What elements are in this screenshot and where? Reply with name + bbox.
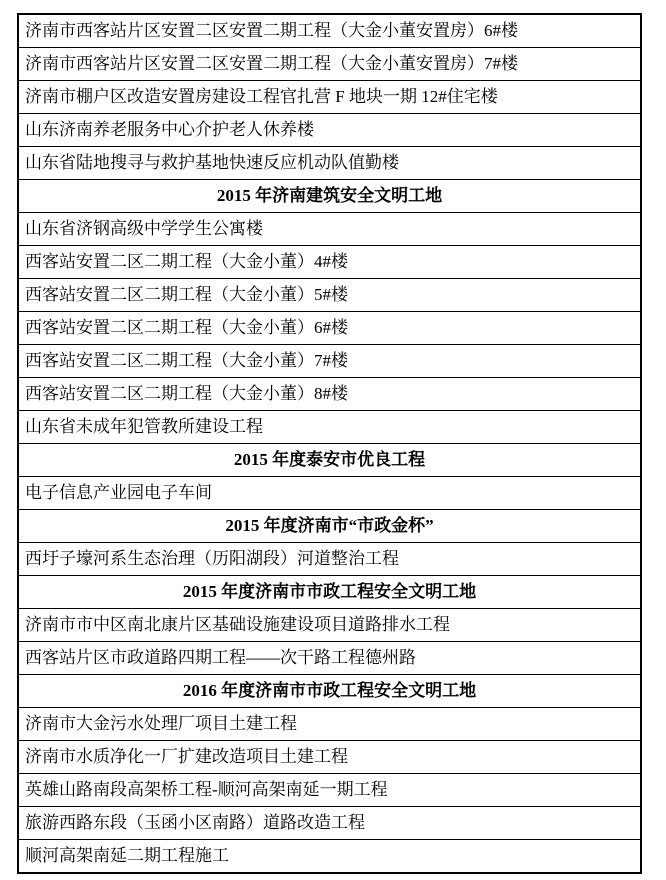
table-row [19, 807, 640, 840]
award-table [17, 13, 642, 874]
table-row [19, 15, 640, 48]
table-row [19, 114, 640, 147]
section-header-row [19, 576, 640, 609]
section-header-row [19, 675, 640, 708]
project-name: 西客站安置二区二期工程（大金小董）4#楼 [25, 252, 348, 271]
table-row [19, 609, 640, 642]
section-header-text: 2015 年度济南市市政工程安全文明工地 [182, 582, 477, 601]
project-name: 西客站安置二区二期工程（大金小董）7#楼 [25, 351, 348, 370]
project-name: 山东省未成年犯管教所建设工程 [25, 417, 263, 436]
table-row [19, 741, 640, 774]
section-header-text: 2015 年度济南市“市政金杯” [225, 516, 434, 535]
table-row [19, 147, 640, 180]
project-name: 济南市水质净化一厂扩建改造项目土建工程 [25, 747, 348, 766]
table-row [19, 345, 640, 378]
section-header-row [19, 180, 640, 213]
project-name: 英雄山路南段高架桥工程-顺河高架南延一期工程 [25, 780, 388, 799]
project-name: 西客站片区市政道路四期工程——次干路工程德州路 [25, 648, 416, 667]
section-header-text: 2015 年济南建筑安全文明工地 [216, 186, 443, 205]
table-row [19, 48, 640, 81]
table-row [19, 81, 640, 114]
table-row [19, 411, 640, 444]
project-name: 旅游西路东段（玉函小区南路）道路改造工程 [25, 813, 365, 832]
project-name: 西客站安置二区二期工程（大金小董）8#楼 [25, 384, 348, 403]
project-name: 电子信息产业园电子车间 [25, 483, 212, 502]
project-name: 济南市西客站片区安置二区安置二期工程（大金小董安置房）7#楼 [25, 54, 518, 73]
table-row [19, 708, 640, 741]
project-name: 山东济南养老服务中心介护老人休养楼 [25, 120, 314, 139]
table-row [19, 543, 640, 576]
project-name: 山东省陆地搜寻与救护基地快速反应机动队值勤楼 [25, 153, 399, 172]
project-name: 顺河高架南延二期工程施工 [25, 846, 229, 865]
project-name: 山东省济钢高级中学学生公寓楼 [25, 219, 263, 238]
project-name: 济南市棚户区改造安置房建设工程官扎营 F 地块一期 12#住宅楼 [25, 87, 498, 106]
table-row [19, 213, 640, 246]
project-name: 西客站安置二区二期工程（大金小董）6#楼 [25, 318, 348, 337]
project-name: 济南市大金污水处理厂项目土建工程 [25, 714, 297, 733]
project-name: 济南市西客站片区安置二区安置二期工程（大金小董安置房）6#楼 [25, 21, 518, 40]
table-row [19, 840, 640, 872]
section-header-row [19, 510, 640, 543]
table-row [19, 774, 640, 807]
project-name: 西客站安置二区二期工程（大金小董）5#楼 [25, 285, 348, 304]
section-header-text: 2015 年度泰安市优良工程 [233, 450, 426, 469]
table-row [19, 477, 640, 510]
project-name: 西圩子壕河系生态治理（历阳湖段）河道整治工程 [25, 549, 399, 568]
section-header-row [19, 444, 640, 477]
table-row [19, 312, 640, 345]
table-row [19, 246, 640, 279]
project-name: 济南市市中区南北康片区基础设施建设项目道路排水工程 [25, 615, 450, 634]
table-row [19, 642, 640, 675]
table-row [19, 279, 640, 312]
section-header-text: 2016 年度济南市市政工程安全文明工地 [182, 681, 477, 700]
table-row [19, 378, 640, 411]
